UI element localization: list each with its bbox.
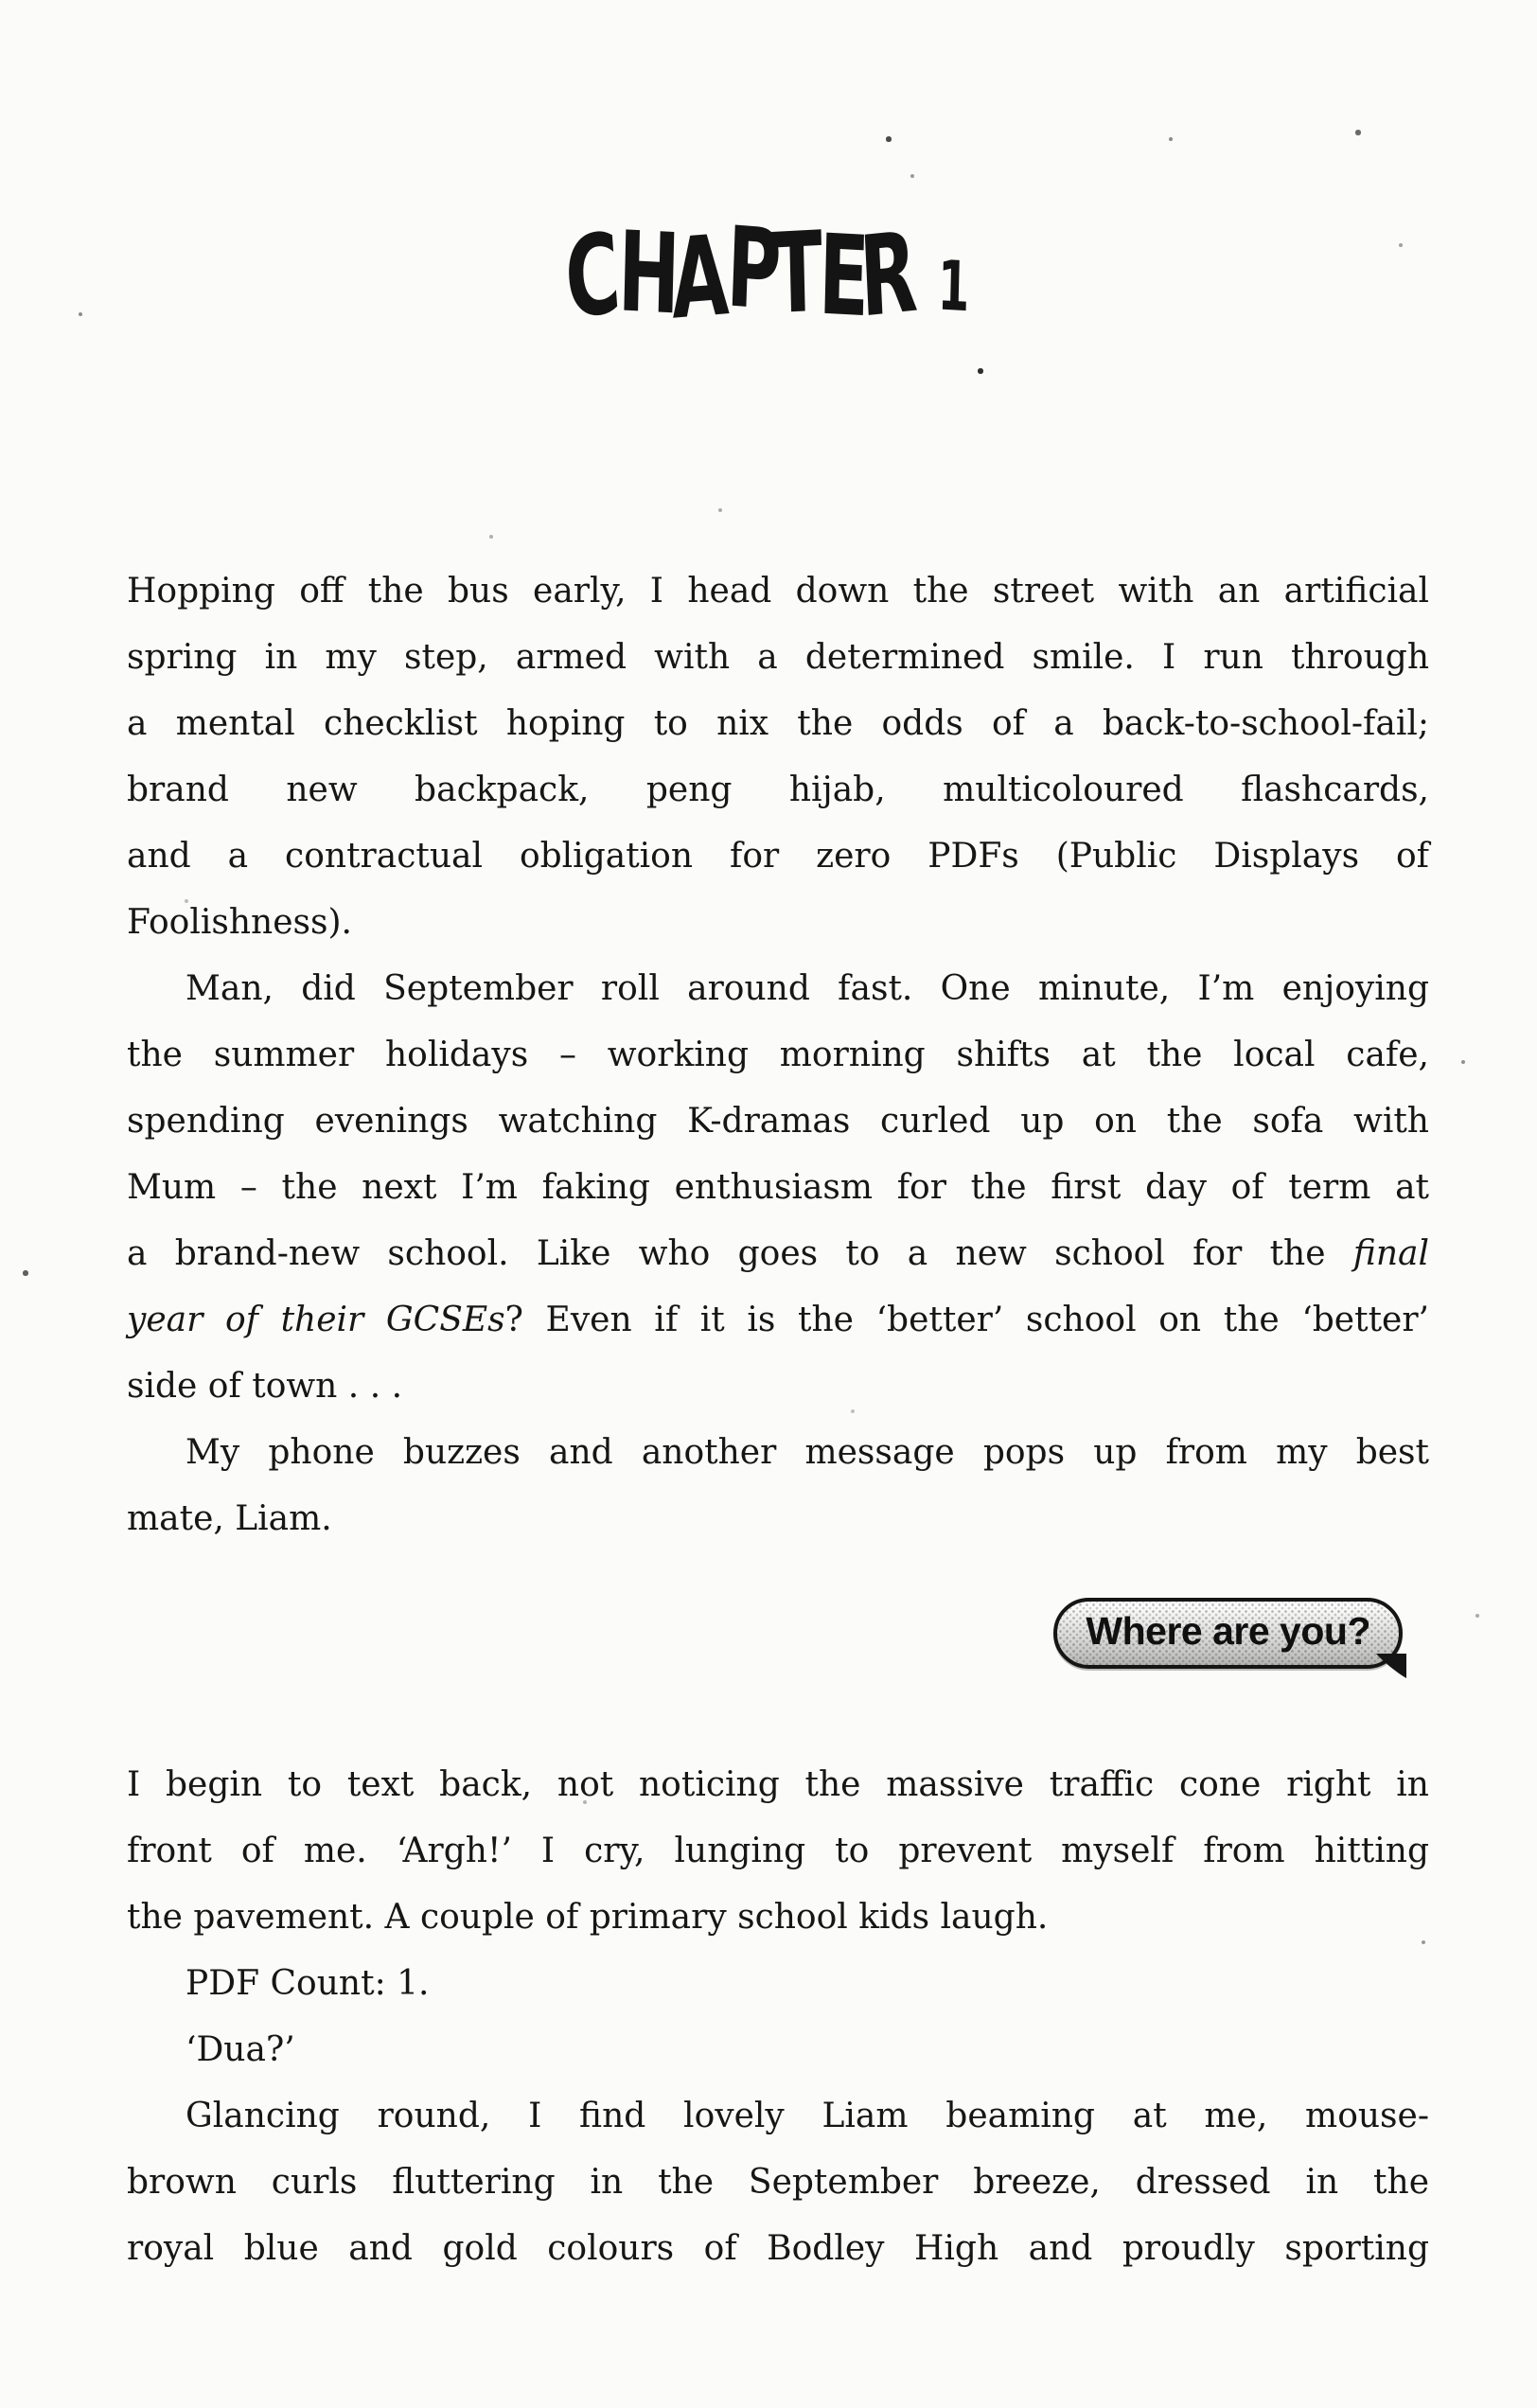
text-line [127, 956, 1429, 1022]
text-line [127, 1089, 1429, 1155]
text-run: and a contractual obligation for zero PDFs (Public Displays of [127, 837, 1429, 876]
paragraph [127, 2017, 1429, 2083]
text-run: Foolishness). [127, 903, 352, 942]
chapter-title-letter: 1 [936, 246, 970, 328]
text-run: I begin to text back, not noticing the massive traffic cone right in [127, 1765, 1429, 1805]
text-line [127, 1221, 1429, 1287]
text-line [127, 1022, 1429, 1089]
text-run: spending evenings watching K-dramas curled up on the sofa with [127, 1102, 1429, 1141]
text-run: the pavement. A couple of primary school kids laugh. [127, 1898, 1049, 1938]
text-line [127, 2083, 1429, 2150]
text-line [127, 1752, 1429, 1818]
text-line [127, 757, 1429, 823]
italic-text-run: year of their GCSEs [127, 1301, 505, 1339]
chapter-title-letter: R [857, 209, 921, 343]
text-line [127, 625, 1429, 691]
text-run: mate, Liam. [127, 1499, 332, 1538]
text-line [127, 2017, 1429, 2083]
text-run: side of town . . . [127, 1367, 403, 1406]
chapter-title-letter: A [669, 212, 732, 345]
text-run: ? Even if it is the ‘better’ school on the ‘better’ [504, 1301, 1429, 1339]
text-run: brown curls fluttering in the September breeze, dressed in the [127, 2163, 1429, 2203]
text-run: PDF Count: 1. [186, 1964, 430, 2004]
text-run: a mental checklist hoping to nix the odds of a back-to-school-fail; [127, 704, 1429, 743]
paragraph [127, 558, 1429, 956]
text-line [127, 890, 1429, 956]
page-content [127, 558, 1429, 2282]
text-run: royal blue and gold colours of Bodley High and proudly sporting [127, 2229, 1429, 2269]
message-bubble-text: Where are you? [1086, 1609, 1370, 1653]
message-bubble-row [127, 1598, 1429, 1669]
text-line [127, 1354, 1429, 1420]
text-run: My phone buzzes and another message pops up from my best [186, 1433, 1429, 1472]
text-run: ‘Dua?’ [186, 2030, 295, 2070]
paragraph [127, 1420, 1429, 1552]
chapter-title-letter: P [724, 204, 784, 337]
text-line [127, 1486, 1429, 1552]
text-line [127, 1818, 1429, 1885]
chapter-title-letter: C [560, 209, 625, 345]
text-line [127, 1287, 1429, 1354]
paragraph [127, 2083, 1429, 2282]
text-run: front of me. ‘Argh!’ I cry, lunging to prevent myself from hitting [127, 1832, 1429, 1871]
paragraph [127, 956, 1429, 1420]
paragraph [127, 1951, 1429, 2017]
text-line [127, 2150, 1429, 2216]
text-run: a brand-new school. Like who goes to a new school for the [127, 1234, 1353, 1273]
text-line [127, 558, 1429, 625]
text-line [127, 1420, 1429, 1486]
text-line [127, 1885, 1429, 1951]
scan-specks [0, 0, 2, 2]
text-line [127, 691, 1429, 757]
text-line [127, 823, 1429, 890]
text-run: Man, did September roll around fast. One minute, I’m enjoying [186, 969, 1429, 1008]
message-bubble [1053, 1598, 1403, 1669]
text-line [127, 2216, 1429, 2282]
text-run: spring in my step, armed with a determined smile. I run through [127, 638, 1429, 677]
chapter-title-letter: H [616, 208, 682, 341]
chapter-title [0, 204, 1537, 345]
text-run: Glancing round, I find lovely Liam beaming at me, mouse- [186, 2097, 1429, 2136]
text-line [127, 1155, 1429, 1221]
text-run: Hopping off the bus early, I head down the street with an artificial [127, 572, 1429, 611]
chapter-title-letter: E [817, 212, 872, 343]
text-line [127, 1951, 1429, 2017]
paragraph [127, 1752, 1429, 1951]
text-run: the summer holidays – working morning shifts at the local cafe, [127, 1036, 1429, 1074]
text-run: brand new backpack, peng hijab, multicoloured flashcards, [127, 770, 1429, 809]
text-run: Mum – the next I’m faking enthusiasm for the first day of term at [127, 1168, 1429, 1207]
chapter-title-letter: T [770, 209, 824, 340]
italic-text-run: final [1352, 1234, 1429, 1273]
bubble-tail-icon [1374, 1652, 1408, 1680]
